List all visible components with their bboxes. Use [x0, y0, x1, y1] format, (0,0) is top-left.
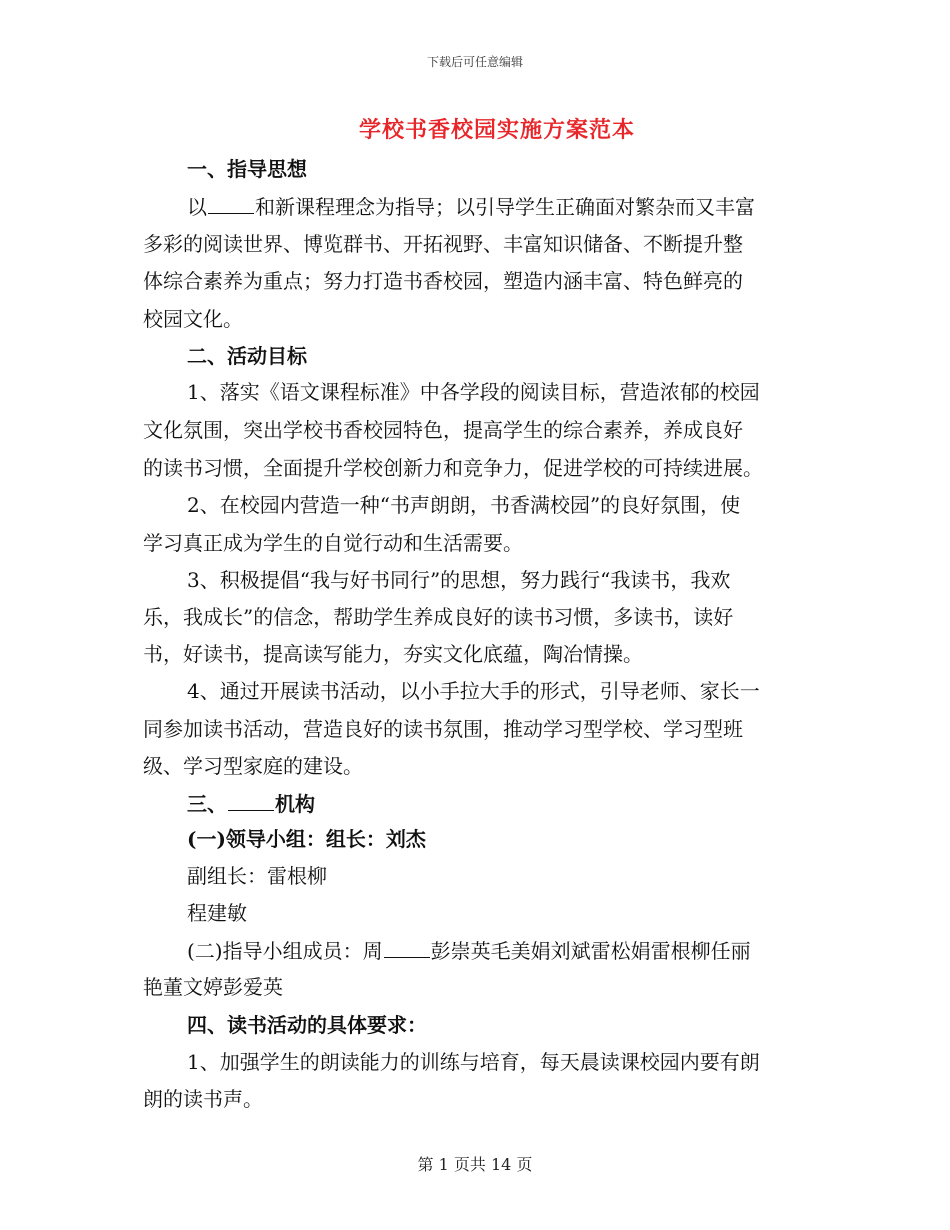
- paragraph-line: 2、在校园内营造一种“书声朗朗，书香满校园”的良好氛围，使: [187, 493, 741, 517]
- name-line: 程建敏: [187, 901, 247, 925]
- vice-leader-line: 副组长：雷根柳: [187, 864, 327, 888]
- paragraph-line: [187, 193, 755, 220]
- text-span: 和新课程理念为指导；以引导学生正确面对繁杂而又丰富: [255, 195, 755, 219]
- paragraph-line: 乐，我成长”的信念，帮助学生养成良好的读书习惯，多读书，读好: [143, 605, 734, 629]
- paragraph-line: 级、学习型家庭的建设。: [143, 754, 363, 778]
- paragraph-line: 1、加强学生的朗读能力的训练与培育，每天晨读课校园内要有朗: [187, 1050, 760, 1074]
- text-span: 机构: [275, 792, 315, 816]
- blank-line: [208, 193, 254, 214]
- members-line: 艳董文婷彭爱英: [143, 975, 283, 999]
- blank-line: [228, 790, 274, 811]
- text-span: 彭崇英毛美娟刘斌雷松娟雷根柳任丽: [430, 939, 751, 963]
- members-line: [187, 937, 751, 964]
- paragraph-line: 多彩的阅读世界、博览群书、开拓视野、丰富知识储备、不断提升整: [143, 232, 743, 256]
- paragraph-line: 1、落实《语文课程标准》中各学段的阅读目标，营造浓郁的校园: [187, 380, 760, 404]
- paragraph-line: 的读书习惯，全面提升学校创新力和竞争力，促进学校的可持续进展。: [143, 456, 763, 480]
- paragraph-line: 文化氛围，突出学校书香校园特色，提高学生的综合素养，养成良好: [143, 418, 743, 442]
- paragraph-line: 书，好读书，提高读写能力，夯实文化底蕴，陶冶情操。: [143, 642, 643, 666]
- blank-line: [384, 937, 430, 958]
- paragraph-line: 体综合素养为重点；努力打造书香校园，塑造内涵丰富、特色鲜亮的: [143, 269, 743, 293]
- paragraph-line: 3、积极提倡“我与好书同行”的思想，努力践行“我读书，我欢: [187, 568, 731, 592]
- text-span: 三、: [187, 792, 227, 816]
- document-title: 学校书香校园实施方案范本: [358, 117, 635, 143]
- paragraph-line: 4、通过开展读书活动，以小手拉大手的形式，引导老师、家长一: [187, 679, 760, 703]
- section-heading-reading-requirements: 四、读书活动的具体要求：: [187, 1013, 427, 1037]
- paragraph-line: 学习真正成为学生的自觉行动和生活需要。: [143, 531, 523, 555]
- leader-line: (一)领导小组：组长：刘杰: [187, 827, 426, 851]
- paragraph-line: 校园文化。: [143, 307, 243, 331]
- text-span: (二)指导小组成员：周: [187, 939, 383, 963]
- page-header: 下载后可任意编辑: [426, 55, 523, 69]
- section-heading-organization: [187, 790, 315, 817]
- section-heading-guiding-thought: 一、指导思想: [187, 157, 307, 181]
- paragraph-line: 同参加读书活动，营造良好的读书氛围，推动学习型学校、学习型班: [143, 717, 743, 741]
- section-heading-activity-goals: 二、活动目标: [187, 344, 307, 368]
- paragraph-line: 朗的读书声。: [143, 1087, 263, 1111]
- text-span: 以: [187, 195, 207, 219]
- page-footer: 第 1 页共 14 页: [417, 1155, 533, 1174]
